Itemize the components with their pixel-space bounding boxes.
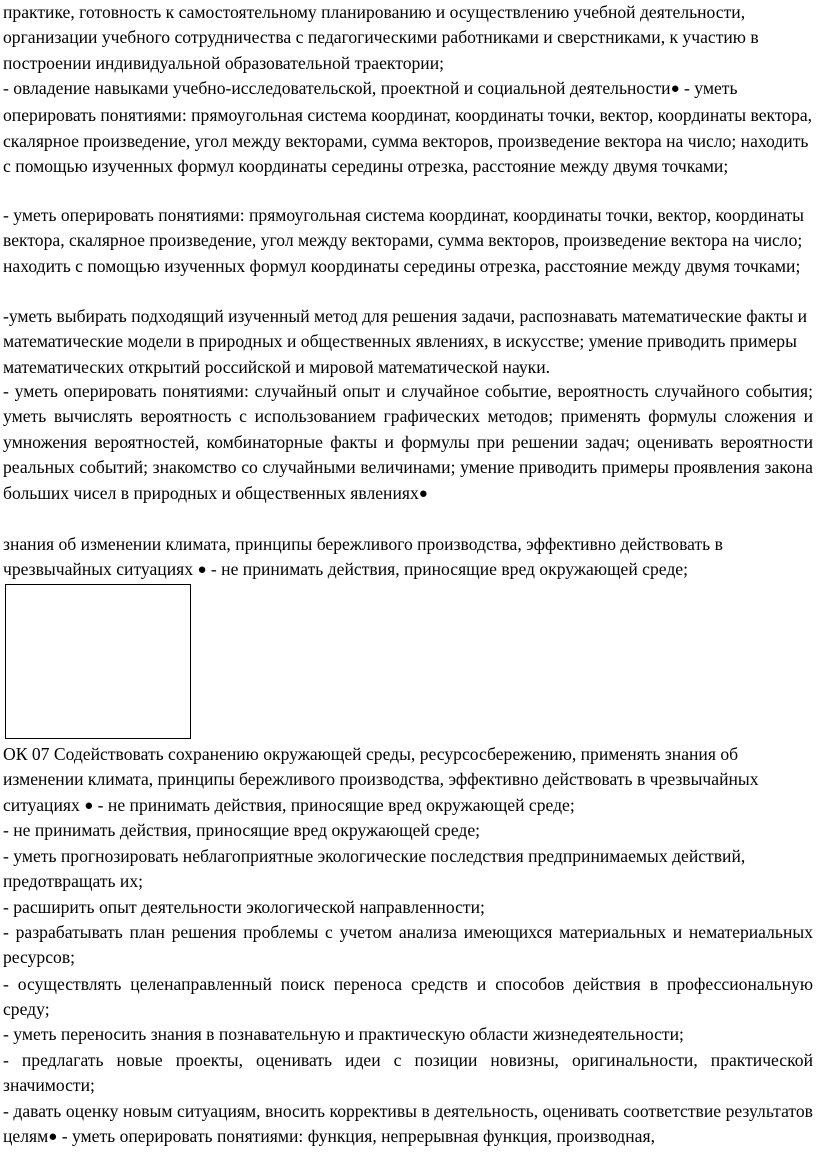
- bullet-icon: ●: [84, 797, 94, 814]
- paragraph-methods: -уметь выбирать подходящий изученный метод для решения задачи, распознавать математические факты и математические модели в природных и общественных явлениях, в искусстве; умение приводить примеры математических открытий российской и мировой математической науки.: [3, 306, 808, 377]
- list-item-transfer: - осуществлять целенаправленный поиск переноса средств и способов действия в профессиональную среду;: [3, 974, 813, 1020]
- empty-image-frame: [5, 584, 191, 739]
- bullet-icon: ●: [48, 1129, 58, 1146]
- list-item-no-harm: - не принимать действия, приносящие вред окружающей среде;: [3, 820, 481, 840]
- paragraph-climate: знания об изменении климата, принципы бережливого производства, эффективно действовать в чрезвычайных ситуациях ● - не принимать действия, приносящие вред окружающей среде;: [3, 534, 723, 580]
- list-item-projects: - предлагать новые проекты, оценивать идеи с позиции новизны, оригинальности, практической значимости;: [3, 1050, 813, 1096]
- list-item-evaluate: - давать оценку новым ситуациям, вносить коррективы в деятельность, оценивать соответствие результатов целям● - уметь оперировать понятиями: функция, непрерывная функция, производная,: [3, 1101, 813, 1147]
- bullet-icon: ●: [418, 485, 428, 502]
- paragraph-coordinates: - уметь оперировать понятиями: прямоугольная система координат, координаты точки, вектор, координаты вектора, скалярное произведение, угол между векторами, сумма векторов, произведение вектора на число; находить с помощью изученных формул координаты середины отрезка, расстояние между двумя точками;: [3, 205, 804, 276]
- paragraph-ok07: ОК 07 Содействовать сохранению окружающей среды, ресурсосбережению, применять знания об изменении климата, принципы бережливого производства, эффективно действовать в чрезвычайных ситуациях ● - не принимать действия, приносящие вред окружающей среде;: [3, 744, 759, 815]
- list-item-ecology: - расширить опыт деятельности экологической направленности;: [3, 897, 485, 917]
- paragraph-self-planning: практике, готовность к самостоятельному планированию и осуществлению учебной деятельности, организации учебного сотрудничества с педагогическими работниками и сверстниками, к участию в построении индивидуальной образовательной траектории;: [3, 2, 759, 73]
- list-item-plan: - разрабатывать план решения проблемы с учетом анализа имеющихся материальных и нематериальных ресурсов;: [3, 922, 813, 968]
- list-item-knowledge: - уметь переносить знания в познавательную и практическую области жизнедеятельности;: [3, 1024, 684, 1044]
- bullet-icon: ●: [670, 81, 680, 97]
- bullet-icon: ●: [197, 562, 207, 579]
- paragraph-probability: - уметь оперировать понятиями: случайный опыт и случайное событие, вероятность случайного события; уметь вычислять вероятность с использованием графических методов; применять формулы сложения и умножения вероятностей, комбинаторные факты и формулы при решении задач; оценивать вероятности реальных событий; знакомство со случайными величинами; умение приводить примеры проявления закона больших чисел в природных и общественных явлениях●: [3, 381, 813, 503]
- list-item-forecast: - уметь прогнозировать неблагоприятные экологические последствия предпринимаемых действий, предотвращать их;: [3, 846, 746, 892]
- paragraph-research-skills: - овладение навыками учебно-исследовательской, проектной и социальной деятельности● - уметь оперировать понятиями: прямоугольная система координат, координаты точки, вектор, координаты вектора, скалярное произведение, угол между векторами, сумма векторов, произведение вектора на число; находить с помощью изученных формул координаты середины отрезка, расстояние между двумя точками;: [3, 78, 813, 177]
